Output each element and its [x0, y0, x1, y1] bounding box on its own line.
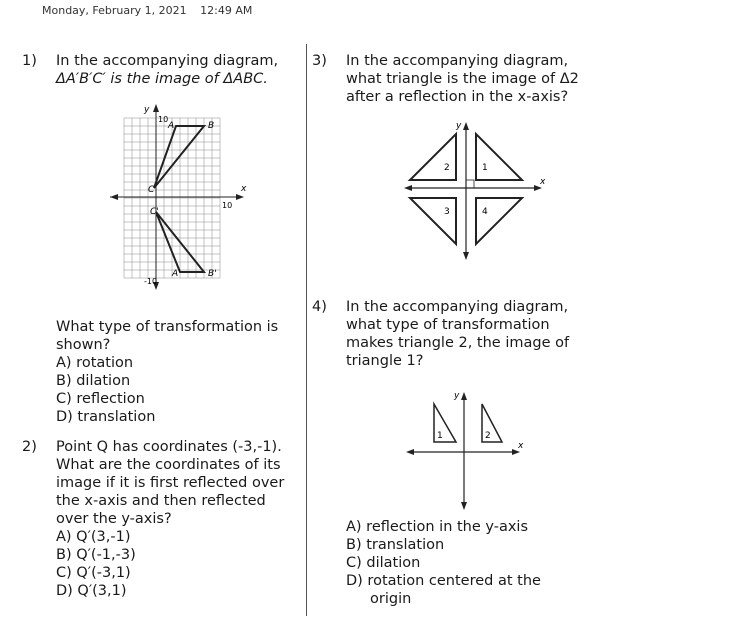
- question-2-body: [56, 438, 284, 600]
- question-4-body: [346, 298, 569, 370]
- arrowhead: [461, 392, 467, 400]
- tick-label: 10: [222, 201, 233, 210]
- axis-label-y: y: [144, 105, 150, 115]
- arrowhead: [406, 449, 414, 455]
- question-text: what type of transformation: [346, 317, 550, 333]
- question-text: In the accompanying diagram,: [346, 53, 569, 69]
- tick-label: -10: [144, 277, 158, 286]
- answer-choice: D) rotation centered at the: [346, 573, 541, 589]
- arrowhead: [463, 122, 469, 130]
- tick-label: 10: [158, 115, 169, 124]
- triangle-label: 4: [482, 207, 488, 217]
- arrowhead: [153, 104, 159, 112]
- arrowhead: [461, 502, 467, 510]
- question-text: shown?: [56, 337, 111, 353]
- question-text: What are the coordinates of its: [56, 457, 281, 473]
- time-text: 12:49 AM: [200, 4, 253, 17]
- triangle-1: [476, 134, 522, 180]
- question-2: [22, 438, 302, 618]
- answer-choice: C) dilation: [346, 555, 421, 571]
- question-1-prompt: [56, 318, 278, 426]
- column-divider: [306, 44, 307, 616]
- vertex-label: C': [150, 207, 159, 217]
- vertex-label: A': [172, 269, 181, 279]
- answer-choice: B) translation: [346, 537, 445, 553]
- vertex-label: B': [208, 269, 217, 279]
- question-1-body: [56, 52, 278, 88]
- triangle-4: [476, 198, 522, 244]
- reflection-diagram: [402, 118, 552, 268]
- triangle-label: 1: [437, 431, 443, 441]
- question-text: after a reflection in the x-axis?: [346, 89, 569, 105]
- answer-choice: A) Q′(3,-1): [56, 529, 131, 545]
- axis-label-x: x: [518, 441, 524, 451]
- question-text: makes triangle 2, the image of: [346, 335, 570, 351]
- arrowhead: [463, 252, 469, 260]
- answer-choice: C) Q′(-3,1): [56, 565, 131, 581]
- right-angle-mark: [466, 180, 474, 188]
- answer-choice-continued: origin: [370, 591, 412, 607]
- question-number: 4): [312, 299, 327, 315]
- question-number: 1): [22, 53, 37, 69]
- axis-label-y: y: [456, 121, 462, 131]
- vertex-label: C: [148, 185, 155, 195]
- timestamp: [42, 4, 262, 17]
- triangle-3: [410, 198, 456, 244]
- triangle-label: 2: [444, 163, 450, 173]
- question-text: triangle 1?: [346, 353, 424, 369]
- triangle-label: 2: [485, 431, 491, 441]
- answer-choice: C) reflection: [56, 391, 145, 407]
- answer-choice: D) Q′(3,1): [56, 583, 127, 599]
- triangle-abc: [154, 126, 204, 188]
- question-text: Point Q has coordinates (-3,-1).: [56, 439, 282, 455]
- question-3: [312, 52, 742, 282]
- date-text: Monday, February 1, 2021: [42, 4, 187, 17]
- question-3-body: [346, 52, 579, 106]
- question-stem: ΔA′B′C′ is the image of ΔABC.: [56, 71, 268, 87]
- arrowhead: [110, 194, 118, 200]
- question-1: [22, 52, 302, 432]
- arrowhead: [404, 185, 412, 191]
- axis-label-x: x: [540, 177, 546, 187]
- triangle-label: 3: [444, 207, 450, 217]
- question-number: 3): [312, 53, 327, 69]
- question-text: what triangle is the image of Δ2: [346, 71, 579, 87]
- question-stem: In the accompanying diagram,: [56, 53, 279, 69]
- question-text: over the y-axis?: [56, 511, 172, 527]
- answer-choice: B) dilation: [56, 373, 131, 389]
- question-text: the x-axis and then reflected: [56, 493, 266, 509]
- vertex-label: A: [168, 121, 175, 131]
- triangle-2: [410, 134, 456, 180]
- arrowhead: [236, 194, 244, 200]
- answer-choice: A) rotation: [56, 355, 134, 371]
- axis-label-x: x: [241, 184, 247, 194]
- question-number: 2): [22, 439, 37, 455]
- answer-choice: D) translation: [56, 409, 156, 425]
- transformation-diagram: [404, 388, 534, 516]
- question-4-choices: [346, 518, 541, 608]
- question-text: image if it is first reflected over: [56, 475, 285, 491]
- question-text: In the accompanying diagram,: [346, 299, 569, 315]
- triangle-label: 1: [482, 163, 488, 173]
- vertex-label: B: [208, 121, 215, 131]
- question-text: What type of transformation is: [56, 319, 279, 335]
- question-4: [312, 298, 742, 618]
- transformation-diagram: [110, 104, 250, 294]
- answer-choice: A) reflection in the y-axis: [346, 519, 529, 535]
- answer-choice: B) Q′(-1,-3): [56, 547, 136, 563]
- axis-label-y: y: [454, 391, 460, 401]
